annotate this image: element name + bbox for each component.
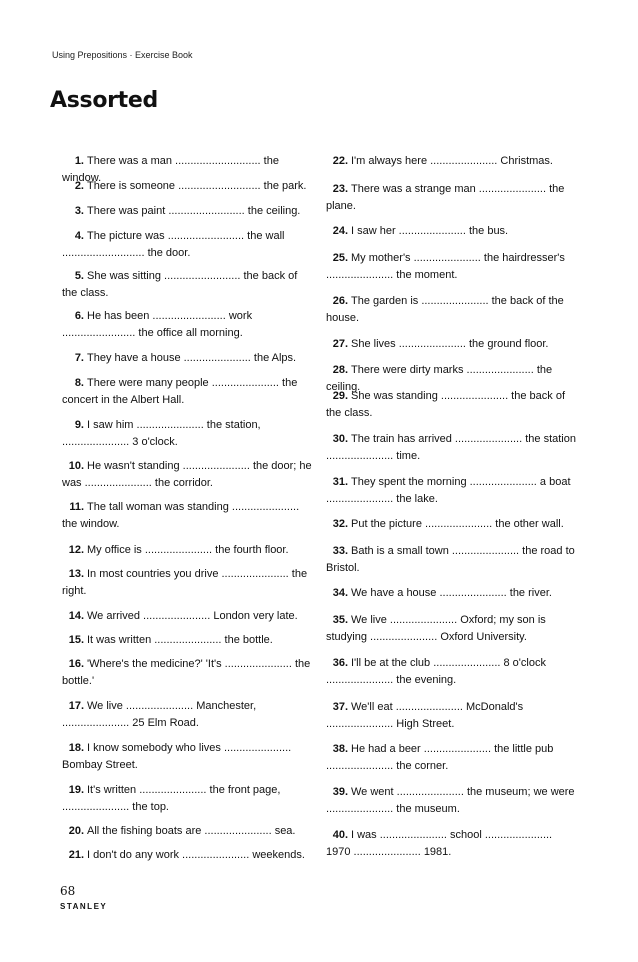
exercise-item: 11. The tall woman was standing ...................... the window. <box>62 501 300 530</box>
exercise-item: 21. I don't do any work ...................... weekends. <box>68 849 305 861</box>
exercise-item: 14. We arrived ...................... London very late. <box>68 610 298 622</box>
exercise-item: 2. There is someone ........................... the park. <box>74 180 307 192</box>
exercise-item: 5. She was sitting ......................... the back of the class. <box>62 270 298 299</box>
exercise-item: 12. My office is ...................... the fourth floor. <box>68 544 289 556</box>
page-title: Assorted <box>50 88 158 113</box>
exercise-item: 27. She lives ...................... the ground floor. <box>332 338 549 350</box>
exercise-item: 38. He had a beer ...................... the little pub ...................... the corner. <box>326 743 554 772</box>
exercise-item: 13. In most countries you drive ...................... the right. <box>62 568 308 597</box>
exercise-item: 30. The train has arrived ...................... the station ...................... time. <box>326 433 576 462</box>
exercise-item: 26. The garden is ...................... the back of the house. <box>326 295 564 324</box>
exercise-item: 3. There was paint ......................... the ceiling. <box>74 205 301 217</box>
exercise-item: 39. We went ...................... the museum; we were ...................... the museum. <box>326 786 575 815</box>
exercise-item: 34. We have a house ...................... the river. <box>332 587 552 599</box>
page-number: 68 <box>60 884 76 898</box>
exercise-item: 40. I was ...................... school ...................... 1970 ...................... 1981. <box>326 829 553 858</box>
exercise-item: 31. They spent the morning ...................... a boat ...................... the lake. <box>326 476 571 505</box>
exercise-item: 29. She was standing ...................... the back of the class. <box>326 390 565 419</box>
exercise-item: 28. There were dirty marks ...................... the ceiling. <box>326 364 553 393</box>
exercise-item: 32. Put the picture ...................... the other wall. <box>332 518 564 530</box>
exercise-item: 35. We live ...................... Oxford; my son is studying ...................... Oxford University. <box>326 614 546 643</box>
exercise-item: 7. They have a house ...................... the Alps. <box>74 352 297 364</box>
exercise-item: 17. We live ...................... Manchester, ...................... 25 Elm Road. <box>62 700 257 729</box>
exercise-item: 16. 'Where's the medicine?' 'It's ...................... the bottle.' <box>62 658 311 687</box>
exercise-item: 36. I'll be at the club ...................... 8 o'clock ...................... the evening. <box>326 657 546 686</box>
exercise-item: 1. There was a man ............................ the window. <box>62 155 279 184</box>
exercise-item: 4. The picture was ......................... the wall ........................... the door. <box>62 230 285 259</box>
exercise-item: 33. Bath is a small town ...................... the road to Bristol. <box>326 545 575 574</box>
publisher-name: STANLEY <box>60 902 108 911</box>
exercise-item: 37. We'll eat ...................... McDonald's ...................... High Street. <box>326 701 524 730</box>
exercise-item: 9. I saw him ...................... the station, ...................... 3 o'clock. <box>62 419 261 448</box>
exercise-item: 23. There was a strange man ...................... the plane. <box>326 183 565 212</box>
exercise-item: 25. My mother's ...................... the hairdresser's ...................... the moment. <box>326 252 565 281</box>
exercise-item: 8. There were many people ...................... the concert in the Albert Hall. <box>62 377 298 406</box>
exercise-item: 6. He has been ........................ work ........................ the office all morning. <box>62 310 253 339</box>
exercise-item: 20. All the fishing boats are ...................... sea. <box>68 825 296 837</box>
exercise-item: 19. It's written ...................... the front page, ...................... the top. <box>62 784 281 813</box>
exercise-item: 24. I saw her ...................... the bus. <box>332 225 509 237</box>
exercise-item: 22. I'm always here ...................... Christmas. <box>332 155 553 167</box>
exercise-item: 18. I know somebody who lives ...................... Bombay Street. <box>62 742 292 771</box>
running-header: Using Prepositions · Exercise Book <box>52 50 193 60</box>
exercise-item: 15. It was written ...................... the bottle. <box>68 634 273 646</box>
exercise-item: 10. He wasn't standing ...................... the door; he was ...................... the corridor. <box>62 460 312 489</box>
